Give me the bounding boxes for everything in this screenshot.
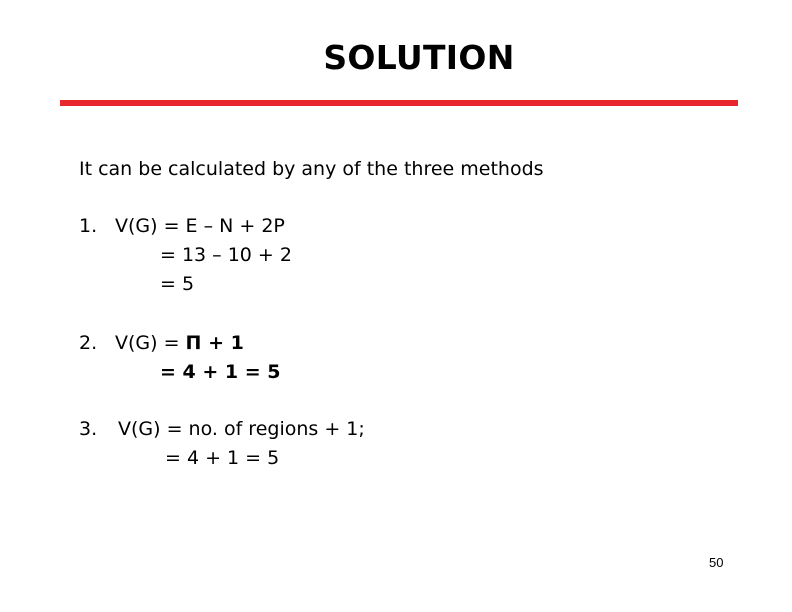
method-1-step-2: = 5 xyxy=(160,273,195,295)
method-2-number: 2. xyxy=(79,332,98,354)
method-1-step-1: = 13 – 10 + 2 xyxy=(160,244,292,266)
method-3-step-1: = 4 + 1 = 5 xyxy=(165,447,280,469)
page-number: 50 xyxy=(709,555,724,570)
method-1-formula: V(G) = E – N + 2P xyxy=(115,215,285,237)
method-2-formula-prefix: V(G) = xyxy=(115,332,186,354)
title-underline xyxy=(60,100,738,106)
method-2-formula-bold: Π + 1 xyxy=(185,332,244,354)
intro-text: It can be calculated by any of the three methods xyxy=(79,158,544,180)
method-3-number: 3. xyxy=(79,418,98,440)
method-2-formula xyxy=(115,331,244,355)
method-3-formula: V(G) = no. of regions + 1; xyxy=(118,418,365,440)
slide-title: SOLUTION xyxy=(323,38,515,77)
method-2-step-1: = 4 + 1 = 5 xyxy=(160,361,281,383)
method-1-number: 1. xyxy=(79,215,98,237)
